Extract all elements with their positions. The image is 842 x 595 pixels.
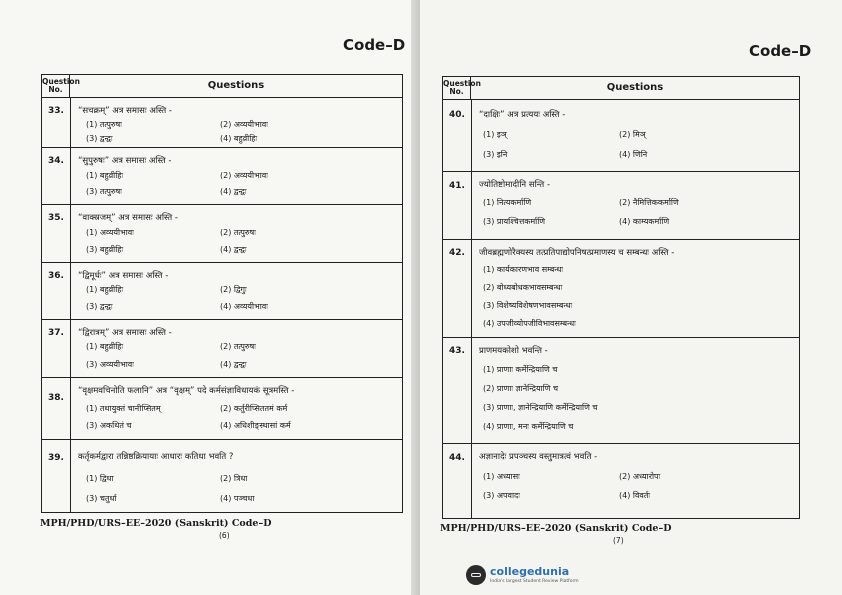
option-4: (4) उपजीव्योपजीविभावसम्बन्धः [483, 319, 576, 328]
page-number: (6) [219, 531, 230, 540]
question-number: 36. [48, 271, 64, 281]
question-number: 40. [449, 110, 465, 120]
option-2: (2) मिञ् [619, 130, 646, 139]
option-1: (1) तत्पुरुषः [86, 120, 122, 129]
option-3: (3) प्राणाः, ज्ञानेन्द्रियाणि कर्मेन्द्रियाणि च [483, 403, 598, 412]
option-4: (4) द्वन्द्वः [220, 360, 247, 369]
question-text: “वृक्षमवचिनोति फलानि” अत्र “वृक्षम्” पदे कर्मसंज्ञाविधायकं सूत्रमस्ति - [78, 386, 295, 396]
option-1: (1) बहुव्रीहिः [86, 342, 124, 351]
option-3: (3) प्रायश्चित्तकर्माणि [483, 217, 546, 226]
mascot-icon [466, 565, 486, 585]
option-4: (4) पञ्चधा [220, 494, 255, 503]
option-4: (4) अधिशीङ्स्थासां कर्म [220, 421, 291, 430]
page-footer: MPH/PHD/URS–EE–2020 (Sanskrit) Code–D [440, 523, 672, 534]
option-3: (3) विशेष्यविशेषणभावसम्बन्धः [483, 301, 573, 310]
option-2: (2) त्रिधा [220, 474, 248, 483]
option-3: (3) चतुर्धा [86, 494, 117, 503]
option-4: (4) विवर्तः [619, 491, 651, 500]
page-number: (7) [613, 536, 624, 545]
question-text: “दाक्षिः” अत्र प्रत्ययः अस्ति - [479, 110, 566, 120]
option-1: (1) प्राणाः कर्मेन्द्रियाणि च [483, 365, 558, 374]
question-number: 41. [449, 181, 465, 191]
option-4: (4) प्राणाः, मनः कर्मेन्द्रियाणि च [483, 422, 574, 431]
option-3: (3) तत्पुरुषः [86, 187, 122, 196]
question-text: “वाक्स्रजम्” अत्र समासः अस्ति - [78, 213, 178, 223]
option-4: (4) णिनि [619, 150, 648, 159]
option-2: (2) कर्तुरीप्सिततमं कर्म [220, 404, 288, 413]
option-1: (1) बहुव्रीहिः [86, 285, 124, 294]
logo-name: collegedunia [490, 565, 570, 578]
option-1: (1) इञ् [483, 130, 507, 139]
option-2: (2) नैमित्तिककर्माणि [619, 198, 679, 207]
table-header [443, 77, 799, 100]
option-2: (2) बोध्यबोधकभावसम्बन्धः [483, 283, 563, 292]
question-row [443, 99, 799, 172]
option-2: (2) द्विगुः [220, 285, 247, 294]
question-row [443, 239, 799, 338]
question-text: “द्विरात्रम्” अत्र समासः अस्ति - [78, 328, 172, 338]
header-questions: Questions [207, 80, 265, 91]
option-4: (4) द्वन्द्वः [220, 245, 247, 254]
table-header [42, 75, 402, 98]
question-text: अज्ञानादेः प्रपञ्चस्य वस्तुमात्रत्वं भवति - [479, 452, 598, 462]
option-4: (4) बहुव्रीहिः [220, 134, 258, 143]
question-number: 37. [48, 328, 64, 338]
question-table [41, 74, 403, 513]
option-3: (3) बहुव्रीहिः [86, 245, 124, 254]
question-row [42, 319, 402, 378]
option-1: (1) अध्यासः [483, 472, 520, 481]
option-2: (2) प्राणाः ज्ञानेन्द्रियाणि च [483, 384, 559, 393]
question-row [443, 171, 799, 240]
question-row [443, 337, 799, 444]
question-number: 33. [48, 106, 64, 116]
question-row [42, 147, 402, 205]
header-question-no: Question No. [443, 77, 471, 99]
option-4: (4) द्वन्द्वः [220, 187, 247, 196]
option-2: (2) तत्पुरुषः [220, 342, 256, 351]
header-question-no: Question No. [42, 75, 70, 97]
question-number: 44. [449, 453, 465, 463]
question-text: जीवब्रह्मणोरैक्यस्य तत्प्रतिपाद्योपनिषत्प्रमाणस्य च सम्बन्धः अस्ति - [479, 248, 675, 258]
question-row [42, 204, 402, 263]
option-4: (4) काम्यकर्माणि [619, 217, 670, 226]
question-text: प्राणमयकोशो भवन्ति - [479, 346, 548, 356]
option-4: (4) अव्ययीभावः [220, 302, 268, 311]
question-row [42, 97, 402, 148]
option-1: (1) तथायुक्तं चानीप्सितम् [86, 404, 161, 413]
option-3: (3) अकथितं च [86, 421, 132, 430]
option-3: (3) अव्ययीभावः [86, 360, 134, 369]
collegedunia-logo [466, 563, 586, 589]
question-text: कर्तृकर्मद्वारा तन्निष्ठक्रियायाः आधारः कतिधा भवति ? [78, 452, 234, 462]
question-text: “द्विमूर्धः” अत्र समासः अस्ति - [78, 271, 169, 281]
right-page [420, 0, 842, 595]
option-1: (1) अव्ययीभावः [86, 228, 134, 237]
question-number: 43. [449, 346, 465, 356]
option-3: (3) द्वन्द्वः [86, 302, 113, 311]
question-number: 39. [48, 453, 64, 463]
option-2: (2) अध्यारोपः [619, 472, 661, 481]
page-footer: MPH/PHD/URS–EE–2020 (Sanskrit) Code–D [40, 518, 272, 529]
question-table [442, 76, 800, 519]
logo-tagline: India's largest Student Review Platform [490, 579, 579, 584]
question-number: 35. [48, 213, 64, 223]
question-text: “सचक्रम्” अत्र समासः अस्ति - [78, 106, 172, 116]
option-1: (1) कार्यकारणभाव सम्बन्धः [483, 265, 564, 274]
option-1: (1) नित्यकर्माणि [483, 198, 532, 207]
code-label: Code–D [343, 36, 406, 54]
code-label: Code–D [749, 42, 812, 60]
question-number: 38. [48, 393, 64, 403]
question-row [42, 439, 402, 512]
question-number: 42. [449, 248, 465, 258]
question-number: 34. [48, 156, 64, 166]
header-questions: Questions [606, 82, 664, 93]
option-3: (3) इनि [483, 150, 508, 159]
option-3: (3) द्वन्द्वः [86, 134, 113, 143]
left-page [0, 0, 420, 595]
option-2: (2) अव्ययीभावः [220, 171, 268, 180]
option-1: (1) बहुव्रीहिः [86, 171, 124, 180]
question-text: “सुपुरुषः” अत्र समासः अस्ति - [78, 156, 172, 166]
option-2: (2) अव्ययीभावः [220, 120, 268, 129]
question-text: ज्योतिष्टोमादीनि सन्ति - [479, 180, 551, 190]
question-row [443, 443, 799, 518]
option-2: (2) तत्पुरुषः [220, 228, 256, 237]
option-3: (3) अपवादः [483, 491, 520, 500]
question-row [42, 262, 402, 320]
option-1: (1) द्विधा [86, 474, 114, 483]
question-row [42, 377, 402, 440]
